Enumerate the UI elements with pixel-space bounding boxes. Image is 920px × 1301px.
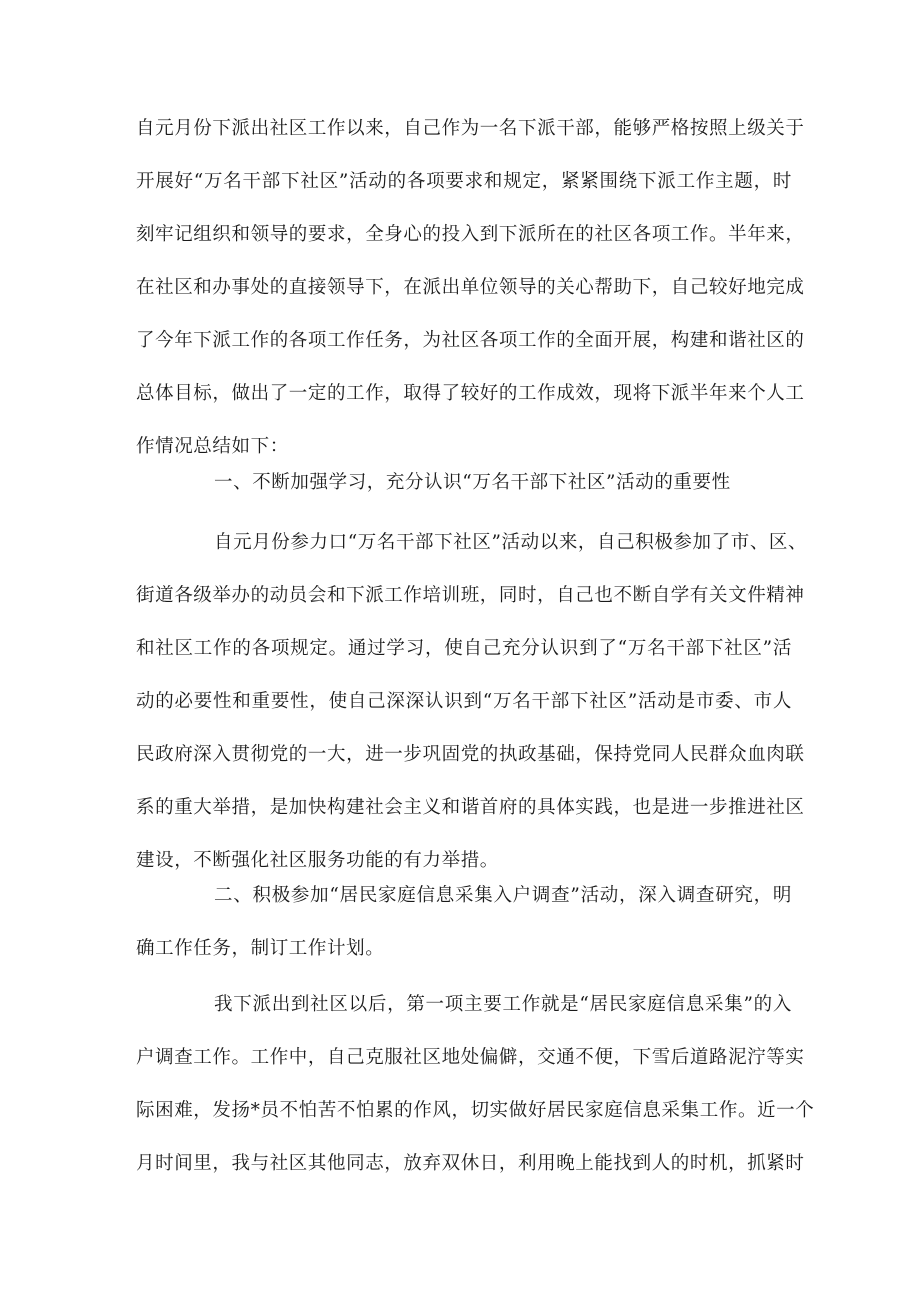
text-line: 了今年下派工作的各项工作任务，为社区各项工作的全面开展，构建和谐社区的: [136, 330, 805, 351]
text-line: 刻牢记组织和领导的要求，全身心的投入到下派所在的社区各项工作。半年来，: [136, 224, 805, 245]
text-line: 开展好“万名干部下社区”活动的各项要求和规定，紧紧围绕下派工作主题，时: [136, 171, 792, 192]
text-line: 自元月份参力口“万名干部下社区”活动以来，自己积极参加了市、区、: [214, 532, 808, 553]
text-line: 民政府深入贯彻党的一大，进一步巩固党的执政基础，保持党同人民群众血肉联: [136, 744, 805, 765]
text-line: 总体目标，做出了一定的工作，取得了较好的工作成效，现将下派半年来个人工: [136, 383, 805, 404]
text-line: 动的必要性和重要性，使自己深深认识到“万名干部下社区”活动是市委、市人: [136, 691, 792, 712]
text-line: 和社区工作的各项规定。通过学习，使自己充分认识到了“万名干部下社区”活: [136, 638, 792, 659]
text-line: 自元月份下派出社区工作以来，自己作为一名下派干部，能够严格按照上级关于: [136, 118, 805, 139]
text-line: 我下派出到社区以后，第一项主要工作就是“居民家庭信息采集”的入: [214, 994, 792, 1015]
text-line: 系的重大举措，是加快构建社会主义和谐首府的具体实践，也是进一步推进社区: [136, 797, 805, 818]
section-heading-1: 一、不断加强学习，充分认识“万名干部下社区”活动的重要性: [214, 472, 731, 493]
text-line: 在社区和办事处的直接领导下，在派出单位领导的关心帮助下，自己较好地完成: [136, 277, 805, 298]
text-line: 建设，不断强化社区服务功能的有力举措。: [136, 850, 499, 871]
text-line: 作情况总结如下：: [136, 436, 289, 457]
text-line: 月时间里，我与社区其他同志，放弃双休日，利用晚上能找到人的时机，抓紧时: [136, 1153, 805, 1174]
text-line: 二、积极参加“居民家庭信息采集入户调查”活动，深入调查研究，明: [214, 885, 792, 906]
text-line: 街道各级举办的动员会和下派工作培训班，同时，自己也不断自学有关文件精神: [136, 585, 805, 606]
text-line: 确工作任务，制订工作计划。: [136, 938, 385, 959]
text-line: 户调查工作。工作中，自己克服社区地处偏僻，交通不便，下雪后道路泥泞等实: [136, 1047, 805, 1068]
text-line: 际困难，发扬*员不怕苦不怕累的作风，切实做好居民家庭信息采集工作。近一个: [136, 1100, 815, 1121]
